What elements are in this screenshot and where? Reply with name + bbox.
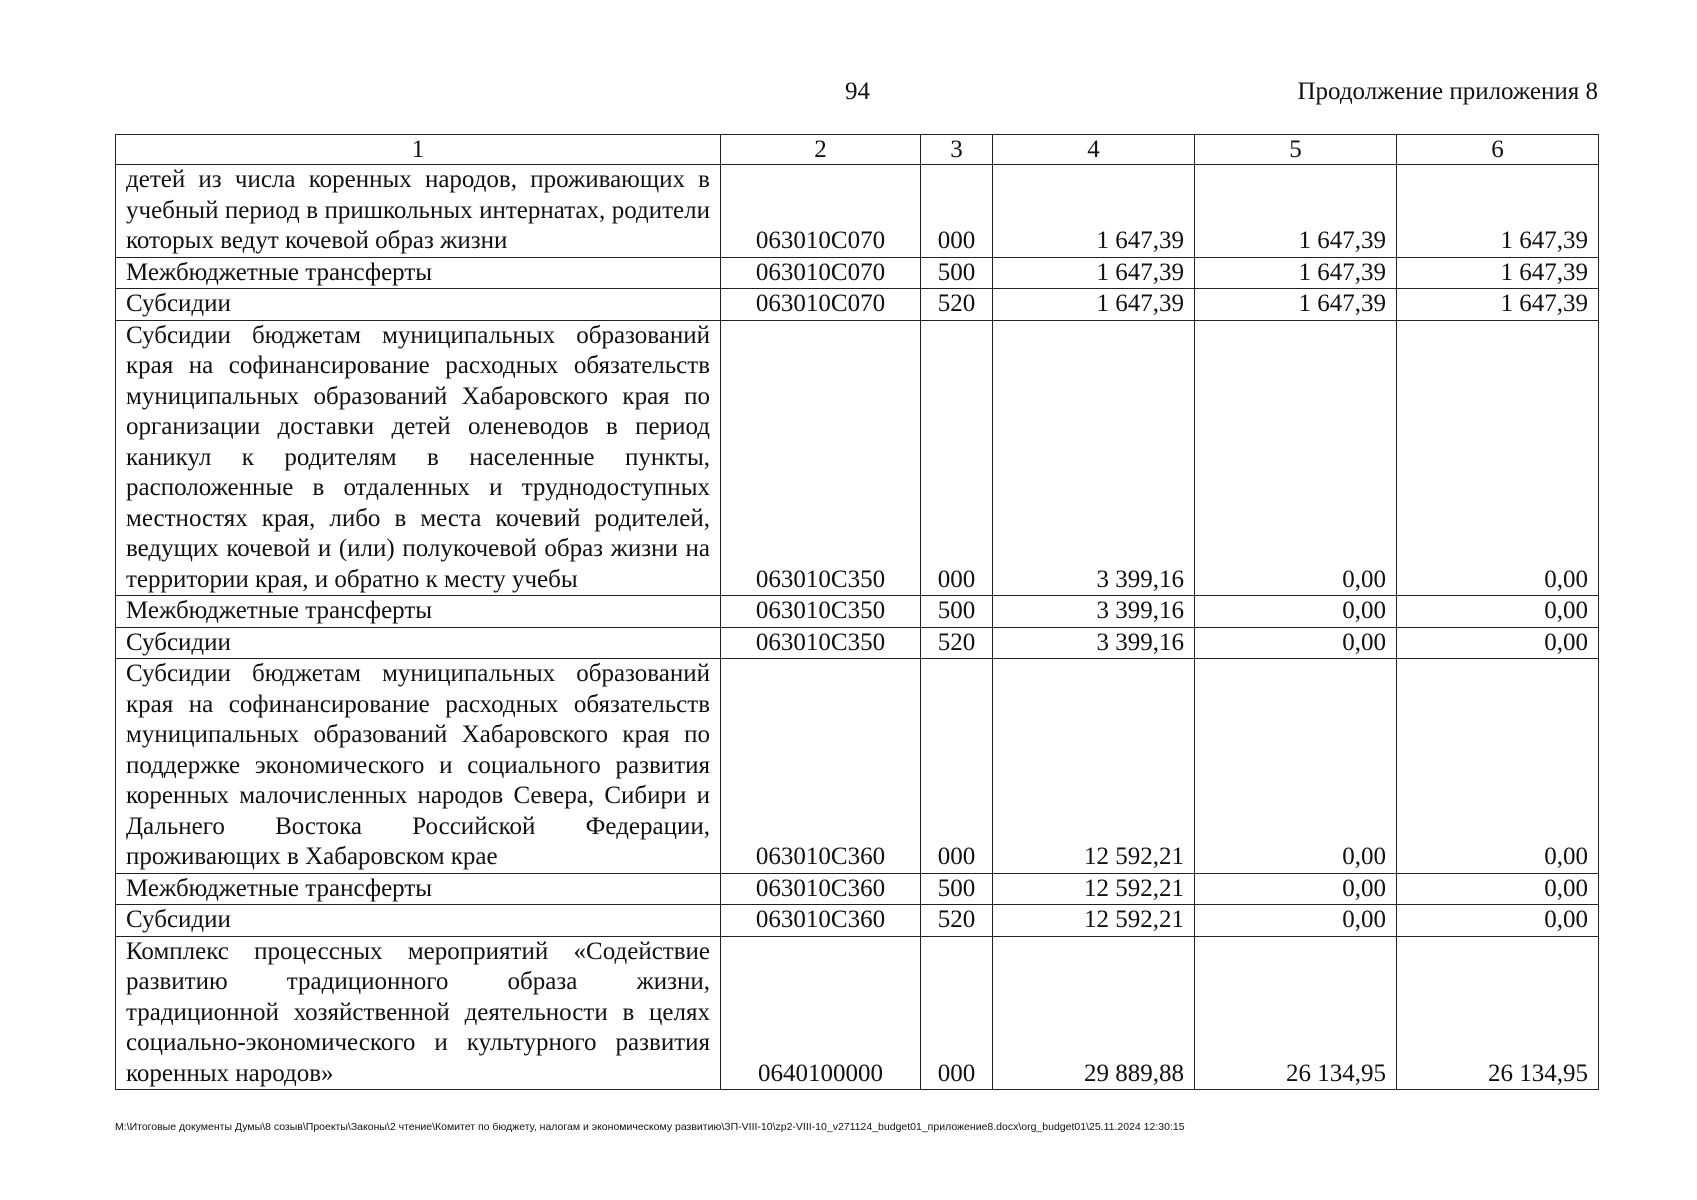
column-header: 2 xyxy=(721,135,921,165)
row-amount-col6: 0,00 xyxy=(1397,873,1599,905)
row-amount-col6: 0,00 xyxy=(1397,905,1599,937)
row-amount-col5: 1 647,39 xyxy=(1195,257,1397,289)
row-amount-col4: 3 399,16 xyxy=(993,596,1195,628)
row-amount-col4: 29 889,88 xyxy=(993,936,1195,1090)
row-description: Субсидии xyxy=(116,627,721,659)
row-description: Межбюджетные трансферты xyxy=(116,257,721,289)
row-expense-type: 000 xyxy=(921,936,993,1090)
table-row xyxy=(116,873,1599,905)
table-row xyxy=(116,627,1599,659)
column-header: 5 xyxy=(1195,135,1397,165)
row-amount-col5: 26 134,95 xyxy=(1195,936,1397,1090)
row-amount-col6: 1 647,39 xyxy=(1397,165,1599,258)
row-description: Субсидии xyxy=(116,905,721,937)
row-amount-col6: 0,00 xyxy=(1397,627,1599,659)
row-amount-col5: 1 647,39 xyxy=(1195,165,1397,258)
row-description: Субсидии бюджетам муниципальных образований края на софинансирование расходных обязательств муниципальных образований Хабаровского края по организации доставки детей оленеводов в период каникул к родителям в населенные пункты, расположенные в отдаленных и труднодоступных местностях края, либо в места кочевий родителей, ведущих кочевой и (или) полукочевой образ жизни на территории края, и обратно к месту учебы xyxy=(116,320,721,596)
row-description: Субсидии бюджетам муниципальных образований края на софинансирование расходных обязательств муниципальных образований Хабаровского края по поддержке экономического и социального развития коренных малочисленных народов Севера, Сибири и Дальнего Востока Российской Федерации, проживающих в Хабаровском крае xyxy=(116,659,721,874)
row-target-code: 063010С350 xyxy=(721,320,921,596)
row-amount-col5: 0,00 xyxy=(1195,320,1397,596)
row-amount-col6: 0,00 xyxy=(1397,320,1599,596)
row-amount-col5: 0,00 xyxy=(1195,659,1397,874)
table-row xyxy=(116,936,1599,1090)
row-amount-col6: 1 647,39 xyxy=(1397,289,1599,321)
row-target-code: 063010С070 xyxy=(721,257,921,289)
row-description: Субсидии xyxy=(116,289,721,321)
table-row xyxy=(116,596,1599,628)
row-amount-col4: 12 592,21 xyxy=(993,659,1195,874)
row-expense-type: 000 xyxy=(921,659,993,874)
column-header: 3 xyxy=(921,135,993,165)
row-description: детей из числа коренных народов, проживающих в учебный период в пришкольных интернатах, родители которых ведут кочевой образ жизни xyxy=(116,165,721,258)
footer-file-path: M:\Итоговые документы Думы\8 созыв\Проекты\Законы\2 чтение\Комитет по бюджету, налогам и экономическому развитию\ЗП-VIII-10\zp2-VIII-10_v271124_budget01_приложение8.docx\org_budget01\25.11.2024 12:30:15 xyxy=(115,1121,1185,1133)
row-target-code: 063010С360 xyxy=(721,659,921,874)
table-row xyxy=(116,165,1599,258)
budget-table xyxy=(115,134,1599,1090)
row-amount-col4: 3 399,16 xyxy=(993,320,1195,596)
table-row xyxy=(116,289,1599,321)
row-amount-col4: 1 647,39 xyxy=(993,289,1195,321)
row-expense-type: 520 xyxy=(921,905,993,937)
row-target-code: 063010С360 xyxy=(721,873,921,905)
row-target-code: 063010С360 xyxy=(721,905,921,937)
page-header: Продолжение приложения 8 xyxy=(1297,78,1598,105)
row-amount-col6: 26 134,95 xyxy=(1397,936,1599,1090)
row-amount-col4: 12 592,21 xyxy=(993,873,1195,905)
table-header-row xyxy=(116,135,1599,165)
row-amount-col6: 0,00 xyxy=(1397,596,1599,628)
row-amount-col4: 1 647,39 xyxy=(993,257,1195,289)
row-amount-col4: 1 647,39 xyxy=(993,165,1195,258)
row-amount-col5: 0,00 xyxy=(1195,627,1397,659)
row-expense-type: 500 xyxy=(921,257,993,289)
row-description: Межбюджетные трансферты xyxy=(116,596,721,628)
row-amount-col5: 0,00 xyxy=(1195,873,1397,905)
row-expense-type: 000 xyxy=(921,320,993,596)
table-row xyxy=(116,659,1599,874)
row-target-code: 063010С350 xyxy=(721,627,921,659)
table-row xyxy=(116,905,1599,937)
row-amount-col4: 12 592,21 xyxy=(993,905,1195,937)
row-expense-type: 520 xyxy=(921,289,993,321)
row-amount-col6: 1 647,39 xyxy=(1397,257,1599,289)
row-amount-col6: 0,00 xyxy=(1397,659,1599,874)
row-expense-type: 000 xyxy=(921,165,993,258)
row-amount-col5: 0,00 xyxy=(1195,905,1397,937)
row-target-code: 0640100000 xyxy=(721,936,921,1090)
column-header: 6 xyxy=(1397,135,1599,165)
page-number: 94 xyxy=(845,78,870,105)
row-expense-type: 500 xyxy=(921,873,993,905)
row-description: Комплекс процессных мероприятий «Содействие развитию традиционного образа жизни, традиционной хозяйственной деятельности в целях социально-экономического и культурного развития коренных народов» xyxy=(116,936,721,1090)
row-expense-type: 520 xyxy=(921,627,993,659)
row-target-code: 063010С070 xyxy=(721,165,921,258)
table-row xyxy=(116,320,1599,596)
table-row xyxy=(116,257,1599,289)
row-amount-col5: 0,00 xyxy=(1195,596,1397,628)
row-expense-type: 500 xyxy=(921,596,993,628)
column-header: 4 xyxy=(993,135,1195,165)
row-amount-col4: 3 399,16 xyxy=(993,627,1195,659)
row-amount-col5: 1 647,39 xyxy=(1195,289,1397,321)
row-target-code: 063010С070 xyxy=(721,289,921,321)
column-header: 1 xyxy=(116,135,721,165)
row-description: Межбюджетные трансферты xyxy=(116,873,721,905)
row-target-code: 063010С350 xyxy=(721,596,921,628)
